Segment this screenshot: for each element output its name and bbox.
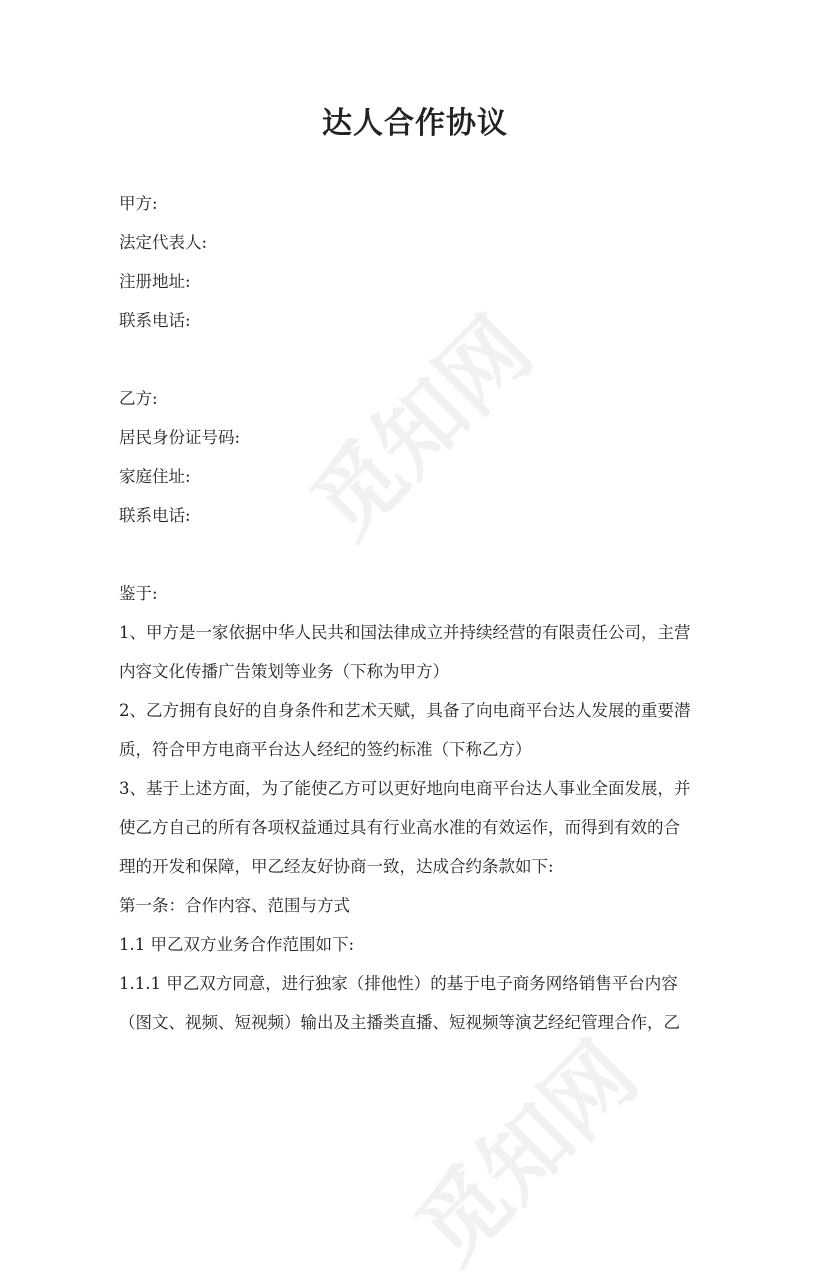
party-a-name-label: 甲方:	[119, 194, 158, 213]
clause-line: 3、基于上述方面，为了能使乙方可以更好地向电商平台达人事业全面发展，并	[119, 779, 691, 798]
document-title: 达人合作协议	[322, 106, 508, 141]
party-b-name-label: 乙方:	[119, 389, 158, 408]
party-b-phone-label: 联系电话:	[119, 506, 191, 525]
clause-line: 使乙方自己的所有各项权益通过具有行业高水准的有效运作，而得到有效的合	[119, 818, 680, 837]
clause-line: 理的开发和保障，甲乙经友好协商一致，达成合约条款如下:	[119, 857, 554, 876]
clause-line: 1.1.1 甲乙双方同意，进行独家（排他性）的基于电子商务网络销售平台内容	[119, 974, 678, 993]
watermark: 觅知网	[291, 297, 552, 558]
clause-line: 1、甲方是一家依据中华人民共和国法律成立并持续经营的有限责任公司，主营	[119, 623, 691, 642]
party-a-rep-label: 法定代表人:	[119, 233, 208, 252]
clause-line: 内容文化传播广告策划等业务（下称为甲方）	[119, 662, 449, 681]
clause-line: 1.1 甲乙双方业务合作范围如下:	[119, 935, 355, 954]
clause-line: （图文、视频、短视频）输出及主播类直播、短视频等演艺经纪管理合作，乙	[119, 1013, 680, 1032]
clause-line: 质，符合甲方电商平台达人经纪的签约标准（下称乙方）	[119, 740, 532, 759]
party-a-phone-label: 联系电话:	[119, 311, 191, 330]
party-a-address-label: 注册地址:	[119, 272, 191, 291]
party-b-id-label: 居民身份证号码:	[119, 428, 241, 447]
clause-line: 2、乙方拥有良好的自身条件和艺术天赋，具备了向电商平台达人发展的重要潜	[119, 701, 691, 720]
whereas-heading: 鉴于:	[119, 584, 158, 603]
party-b-address-label: 家庭住址:	[119, 467, 191, 486]
article-heading: 第一条：合作内容、范围与方式	[119, 896, 350, 915]
watermark: 觅知网	[396, 1022, 657, 1283]
